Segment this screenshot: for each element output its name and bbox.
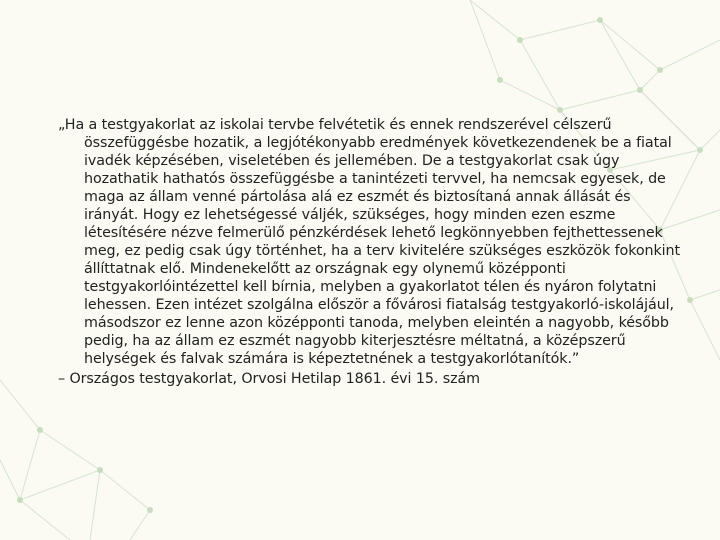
quote-block — [58, 116, 688, 388]
quote-source: – Országos testgyakorlat, Orvosi Hetilap 1861. évi 15. szám — [58, 371, 480, 387]
quote-text: „Ha a testgyakorlat az iskolai tervbe felvétetik és ennek rendszerével célszerű összefüggésbe hozatik, a legjótékonyabb eredmények következendenek be a fiatal ivadék képzésében, viseletében és jellemében. De a testgyakorlat csak úgy hozathatik hathatós összefüggésbe a tanintézeti tervvel, ha nemcsak egyesek, de maga az állam venné pártolása alá ez eszmét és biztosítaná annak állását és irányát. Hogy ez lehetségessé váljék, szükséges, hogy minden ezen eszme létesítésére nézve felmerülő pénzkérdések lehető legkönnyebben fejthettessenek meg, ez pedig csak úgy történhet, ha a terv kivitelére szükséges eszközök fokonkint állíttatnak elő. Mindenekelőtt az országnak egy olynemű középponti testgyakorlóintézettel kell bírnia, melyben a gyakorlatot télen és nyáron folytatni lehessen. Ezen intézet szolgálna először a fővárosi fiatalság testgyakorló-iskolájául, másodszor ez lenne azon középponti tanoda, melyben eleintén a nagyobb, később pedig, ha az állam ez eszmét nagyobb kiterjesztésre méltatná, a középszerű helységek és falvak számára is képeztetnének a testgyakorlótanítók.” — [58, 117, 680, 367]
